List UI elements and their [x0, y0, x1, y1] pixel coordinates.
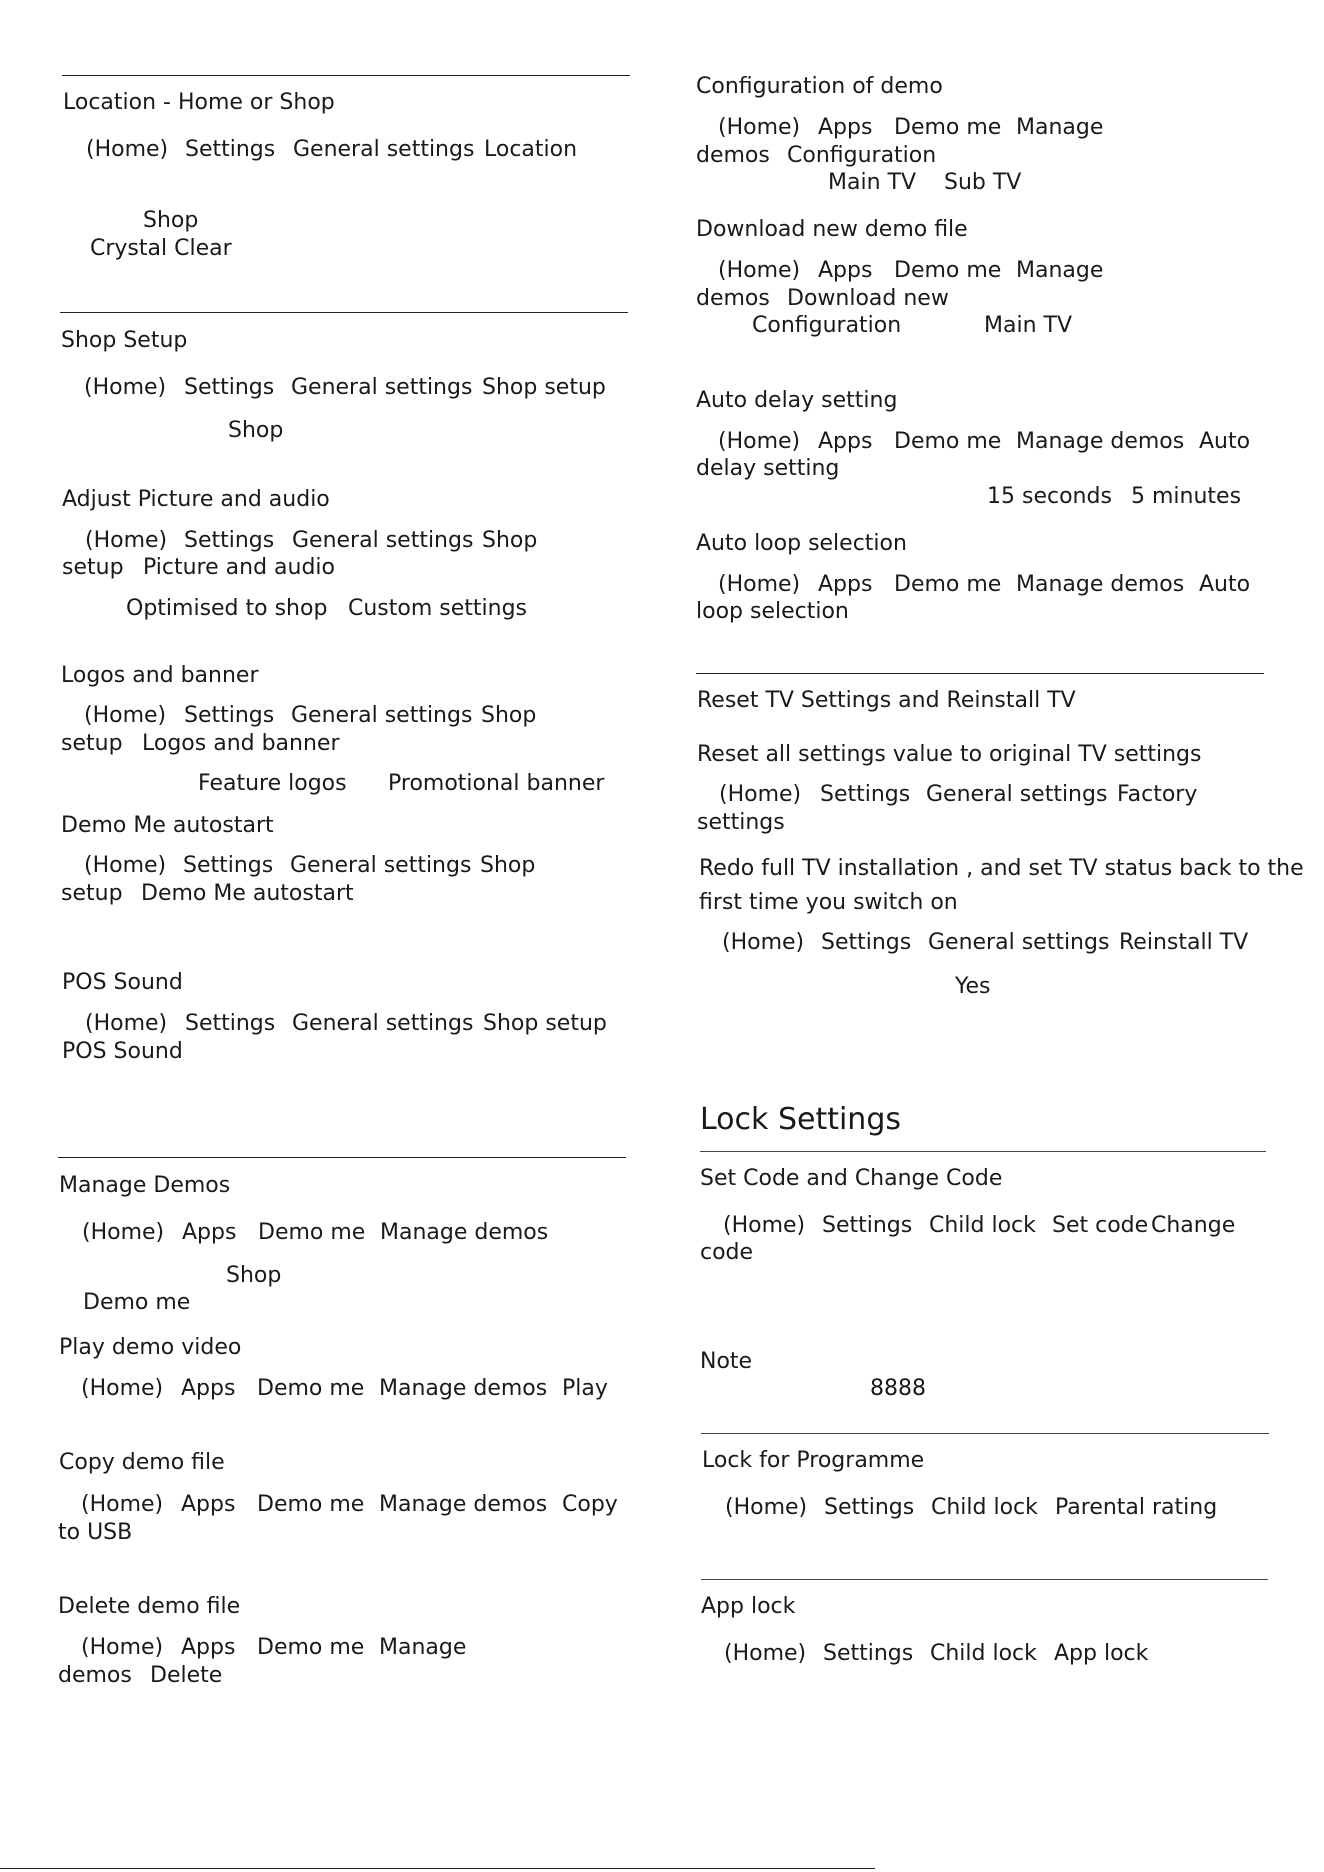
path-manage: Manage	[379, 1635, 467, 1660]
path-general-settings: General settings	[290, 853, 472, 878]
path-app-lock: App lock	[1054, 1641, 1149, 1666]
path-apps: Apps	[818, 258, 873, 283]
path-reinstall-tv: Reinstall TV	[1119, 930, 1249, 955]
section-divider	[62, 75, 630, 76]
path-set-code: Set code	[1052, 1213, 1149, 1238]
path-general-settings: General settings	[928, 930, 1110, 955]
lock-programme-title: Lock for Programme	[702, 1448, 925, 1473]
option-sub-tv: Sub TV	[944, 170, 1022, 195]
path-demo-me: Demo me	[257, 1492, 365, 1517]
path-manage-demos: Manage demos	[1016, 429, 1185, 454]
path-demo-me-autostart: Demo Me autostart	[141, 881, 354, 906]
path-manage-demos: Manage demos	[379, 1376, 548, 1401]
path-code: code	[700, 1240, 754, 1265]
path-settings: Settings	[184, 703, 275, 728]
app-lock-title: App lock	[701, 1594, 796, 1619]
path-logos-and-banner: Logos and banner	[142, 731, 340, 756]
option-demo-me: Demo me	[83, 1290, 191, 1315]
default-code: 8888	[870, 1376, 926, 1401]
adjust-picture-title: Adjust Picture and audio	[62, 487, 330, 512]
path-general-settings: General settings	[291, 703, 473, 728]
option-feature-logos: Feature logos	[198, 771, 347, 796]
path-home: (Home)	[82, 1220, 165, 1245]
option-optimised-to-shop: Optimised to shop	[126, 596, 328, 621]
path-home: (Home)	[725, 1495, 808, 1520]
path-home: (Home)	[85, 528, 168, 553]
section-divider	[696, 673, 1264, 674]
path-delay-setting: delay setting	[696, 456, 840, 481]
path-settings: Settings	[822, 1213, 913, 1238]
reset-all-text: Reset all settings value to original TV settings	[697, 742, 1202, 767]
demo-autostart-title: Demo Me autostart	[61, 813, 274, 838]
redo-text-line2: first time you switch on	[699, 890, 958, 915]
path-home: (Home)	[81, 1492, 164, 1517]
path-home: (Home)	[84, 853, 167, 878]
path-home: (Home)	[85, 1011, 168, 1036]
path-home: (Home)	[718, 115, 801, 140]
path-location: Location	[484, 137, 578, 162]
path-demo-me: Demo me	[894, 572, 1002, 597]
path-home: (Home)	[81, 1635, 164, 1660]
path-demo-me: Demo me	[894, 258, 1002, 283]
delete-demo-title: Delete demo file	[58, 1594, 241, 1619]
path-manage-demos: Manage demos	[380, 1220, 549, 1245]
option-15-seconds: 15 seconds	[987, 484, 1112, 509]
path-apps: Apps	[818, 429, 873, 454]
path-picture-and-audio: Picture and audio	[143, 555, 335, 580]
copy-demo-title: Copy demo file	[59, 1450, 225, 1475]
path-settings: Settings	[820, 782, 911, 807]
path-to-usb: to USB	[58, 1520, 133, 1545]
path-home: (Home)	[723, 1213, 806, 1238]
manage-demos-title: Manage Demos	[59, 1173, 231, 1198]
section-divider	[700, 1151, 1266, 1152]
path-home: (Home)	[84, 375, 167, 400]
path-setup: setup	[61, 731, 123, 756]
path-apps: Apps	[182, 1220, 237, 1245]
location-title: Location - Home or Shop	[63, 90, 335, 115]
path-shop: Shop	[482, 528, 538, 553]
path-settings: Settings	[824, 1495, 915, 1520]
path-child-lock: Child lock	[931, 1495, 1038, 1520]
path-copy: Copy	[562, 1492, 618, 1517]
section-divider	[701, 1433, 1269, 1434]
path-home: (Home)	[718, 429, 801, 454]
path-shop-setup: Shop setup	[482, 375, 606, 400]
download-demo-title: Download new demo file	[696, 217, 968, 242]
path-home: (Home)	[724, 1641, 807, 1666]
path-home: (Home)	[718, 258, 801, 283]
path-home: (Home)	[86, 137, 169, 162]
path-demo-me: Demo me	[894, 115, 1002, 140]
option-configuration: Configuration	[752, 313, 902, 338]
path-loop-selection: loop selection	[696, 599, 849, 624]
path-auto: Auto	[1199, 572, 1251, 597]
section-divider	[58, 1157, 626, 1158]
logos-banner-title: Logos and banner	[61, 663, 259, 688]
path-home: (Home)	[722, 930, 805, 955]
path-home: (Home)	[719, 782, 802, 807]
path-manage: Manage	[1016, 258, 1104, 283]
path-home: (Home)	[84, 703, 167, 728]
auto-loop-title: Auto loop selection	[696, 531, 907, 556]
path-home: (Home)	[718, 572, 801, 597]
set-code-title: Set Code and Change Code	[700, 1166, 1003, 1191]
path-settings: Settings	[183, 853, 274, 878]
path-general-settings: General settings	[926, 782, 1108, 807]
path-settings: Settings	[823, 1641, 914, 1666]
option-yes: Yes	[955, 974, 991, 999]
section-divider	[701, 1579, 1268, 1580]
option-5-minutes: 5 minutes	[1131, 484, 1242, 509]
path-child-lock: Child lock	[929, 1213, 1036, 1238]
path-apps: Apps	[181, 1635, 236, 1660]
path-setup: setup	[61, 881, 123, 906]
path-change: Change	[1151, 1213, 1236, 1238]
path-child-lock: Child lock	[930, 1641, 1037, 1666]
option-crystal-clear: Crystal Clear	[90, 236, 232, 261]
path-general-settings: General settings	[291, 375, 473, 400]
path-setup: setup	[62, 555, 124, 580]
lock-settings-heading: Lock Settings	[700, 1102, 901, 1137]
path-factory: Factory	[1117, 782, 1198, 807]
option-shop: Shop	[226, 1263, 282, 1288]
play-demo-title: Play demo video	[59, 1335, 242, 1360]
option-shop: Shop	[143, 208, 199, 233]
path-download-new: Download new	[787, 286, 949, 311]
reset-title: Reset TV Settings and Reinstall TV	[697, 688, 1076, 713]
option-main-tv: Main TV	[984, 313, 1072, 338]
path-parental-rating: Parental rating	[1055, 1495, 1218, 1520]
path-apps: Apps	[181, 1492, 236, 1517]
path-apps: Apps	[181, 1376, 236, 1401]
path-demo-me: Demo me	[258, 1220, 366, 1245]
page-bottom-rule	[0, 1868, 875, 1869]
path-demos: demos	[696, 286, 770, 311]
note-label: Note	[700, 1349, 753, 1374]
pos-sound-title: POS Sound	[62, 970, 183, 995]
section-divider	[60, 312, 628, 313]
path-settings: Settings	[184, 375, 275, 400]
path-general-settings: General settings	[293, 137, 475, 162]
path-shop: Shop	[480, 853, 536, 878]
path-manage-demos: Manage demos	[379, 1492, 548, 1517]
path-settings-cont: settings	[697, 810, 785, 835]
option-promotional-banner: Promotional banner	[388, 771, 605, 796]
path-play: Play	[562, 1376, 608, 1401]
shop-setup-title: Shop Setup	[61, 328, 188, 353]
path-manage: Manage	[1016, 115, 1104, 140]
path-auto: Auto	[1199, 429, 1251, 454]
path-delete: Delete	[150, 1663, 223, 1688]
path-shop-setup: Shop setup	[483, 1011, 607, 1036]
path-configuration: Configuration	[787, 143, 937, 168]
path-pos-sound: POS Sound	[62, 1039, 183, 1064]
path-settings: Settings	[185, 137, 276, 162]
option-custom-settings: Custom settings	[348, 596, 528, 621]
path-general-settings: General settings	[292, 528, 474, 553]
path-settings: Settings	[185, 1011, 276, 1036]
path-demo-me: Demo me	[257, 1376, 365, 1401]
path-apps: Apps	[818, 572, 873, 597]
path-settings: Settings	[821, 930, 912, 955]
path-demo-me: Demo me	[257, 1635, 365, 1660]
redo-text-line1: Redo full TV installation , and set TV status back to the	[699, 856, 1304, 881]
path-demos: demos	[696, 143, 770, 168]
path-apps: Apps	[818, 115, 873, 140]
config-demo-title: Configuration of demo	[696, 74, 943, 99]
auto-delay-title: Auto delay setting	[696, 388, 898, 413]
path-manage-demos: Manage demos	[1016, 572, 1185, 597]
option-main-tv: Main TV	[828, 170, 916, 195]
path-home: (Home)	[81, 1376, 164, 1401]
option-shop: Shop	[228, 418, 284, 443]
path-demo-me: Demo me	[894, 429, 1002, 454]
path-demos: demos	[58, 1663, 132, 1688]
path-settings: Settings	[184, 528, 275, 553]
path-general-settings: General settings	[292, 1011, 474, 1036]
path-shop: Shop	[481, 703, 537, 728]
